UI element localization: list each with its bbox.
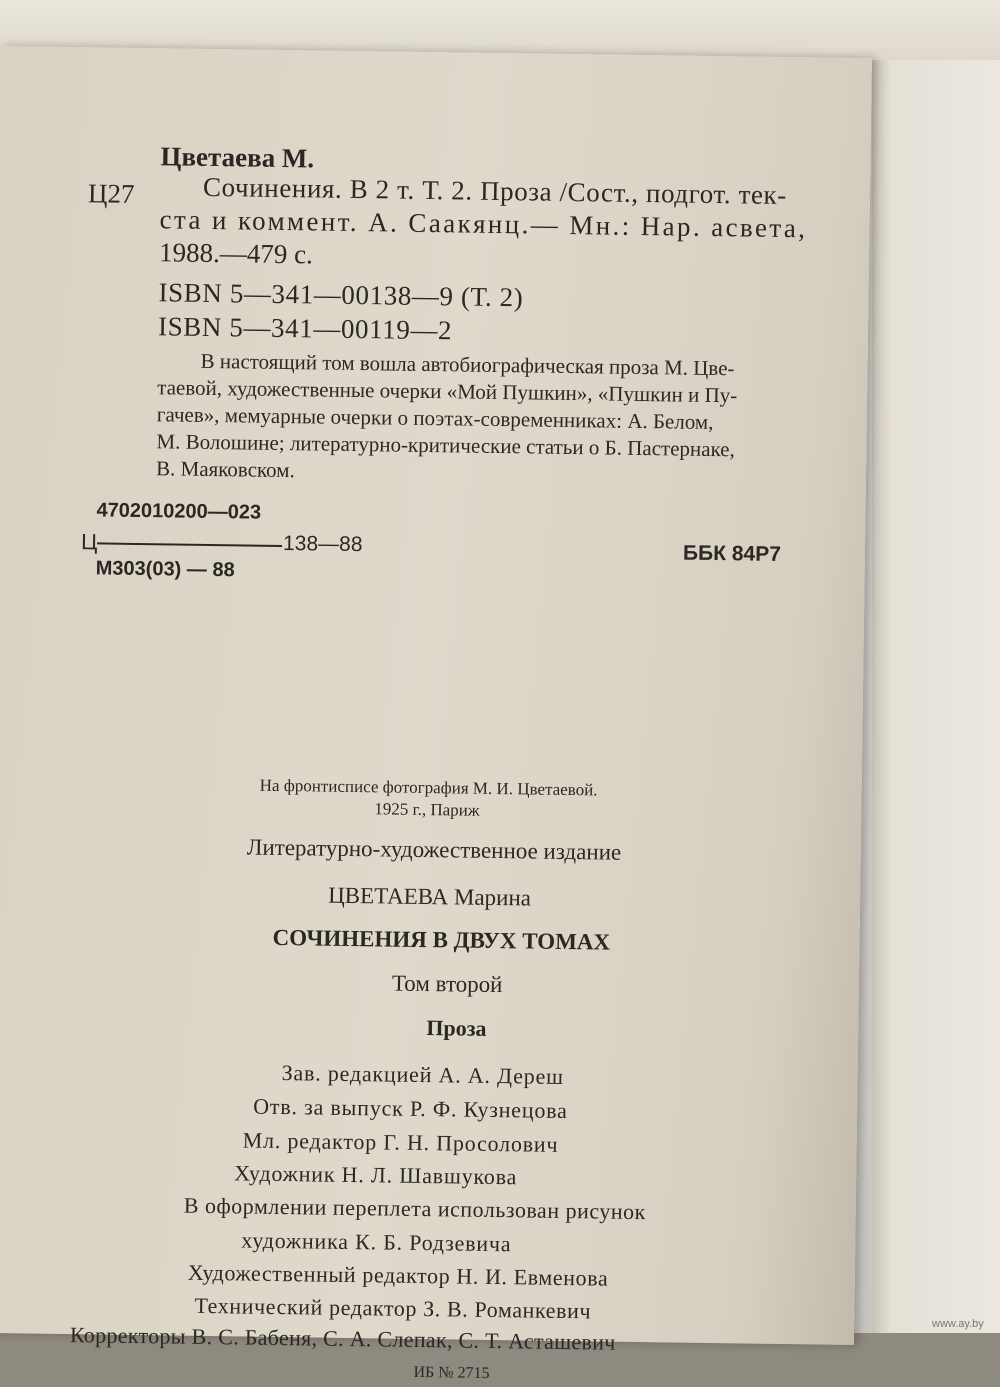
credit-line: В оформлении переплета использован рисунок — [183, 1192, 646, 1225]
classification-numerator: 4702010200—023 — [96, 499, 262, 524]
catalog-author: Цветаева М. — [160, 141, 315, 174]
isbn-line: ISBN 5—341—00138—9 (Т. 2) — [158, 277, 524, 313]
fraction-line — [97, 542, 282, 547]
facing-page-edge — [872, 60, 1000, 1333]
edition-type: Литературно-художественное издание — [246, 834, 622, 865]
isbn-line: ISBN 5—341—00119—2 — [157, 311, 453, 346]
credit-line: Зав. редакцией А. А. Дереш — [281, 1060, 565, 1089]
ib-number: ИБ № 2715 — [413, 1363, 490, 1382]
credit-line: Мл. редактор Г. Н. Просолович — [242, 1127, 559, 1157]
credit-line: Корректоры В. С. Бабеня, С. А. Слепак, С. Т. Асташевич — [69, 1322, 616, 1355]
annotation-line: В настоящий том вошла автобиографическая проза М. Цве- — [200, 348, 735, 381]
genre-label: Проза — [426, 1015, 487, 1041]
classification-letter: Ц — [80, 529, 98, 555]
annotation-line: М. Волошине; литературно-критические статьи о Б. Пастернаке, — [156, 429, 735, 462]
book-page — [0, 46, 872, 1382]
catalog-desc-line: Сочинения. В 2 т. Т. 2. Проза /Сост., подгот. тек- — [202, 171, 788, 210]
credit-line: Отв. за выпуск Р. Ф. Кузнецова — [253, 1093, 568, 1124]
frontispiece-note: На фронтисписе фотография М. И. Цветаевой. — [259, 775, 598, 800]
credit-line: Технический редактор З. В. Романкевич — [194, 1292, 592, 1324]
bbk-code: ББК 84Р7 — [682, 541, 782, 566]
annotation-line: гачев», мемуарные очерки о поэтах-современниках: А. Белом, — [156, 402, 714, 434]
credit-line: художника К. Б. Родзевича — [241, 1227, 512, 1257]
volume-label: Том второй — [391, 970, 503, 998]
annotation-line: В. Маяковском. — [155, 456, 295, 483]
classification-denominator: М303(03) — 88 — [95, 557, 235, 582]
catalog-desc-line: 1988.—479 с. — [158, 237, 314, 270]
work-title: СОЧИНЕНИЯ В ДВУХ ТОМАХ — [272, 924, 611, 955]
author-full-name: ЦВЕТАЕВА Марина — [328, 882, 532, 911]
catalog-desc-line: ста и коммент. А. Саакянц.— Мн.: Нар. асвета, — [159, 204, 808, 244]
catalog-code: Ц27 — [87, 178, 135, 209]
annotation-line: таевой, художественные очерки «Мой Пушкин», «Пушкин и Пу- — [157, 375, 738, 408]
frontispiece-note: 1925 г., Париж — [374, 799, 480, 820]
classification-suffix: 138—88 — [282, 532, 363, 557]
credit-line: Художественный редактор Н. И. Евменова — [187, 1259, 609, 1291]
site-watermark: www.ay.by — [932, 1318, 984, 1330]
credit-line: Художник Н. Л. Шавшукова — [234, 1160, 518, 1190]
